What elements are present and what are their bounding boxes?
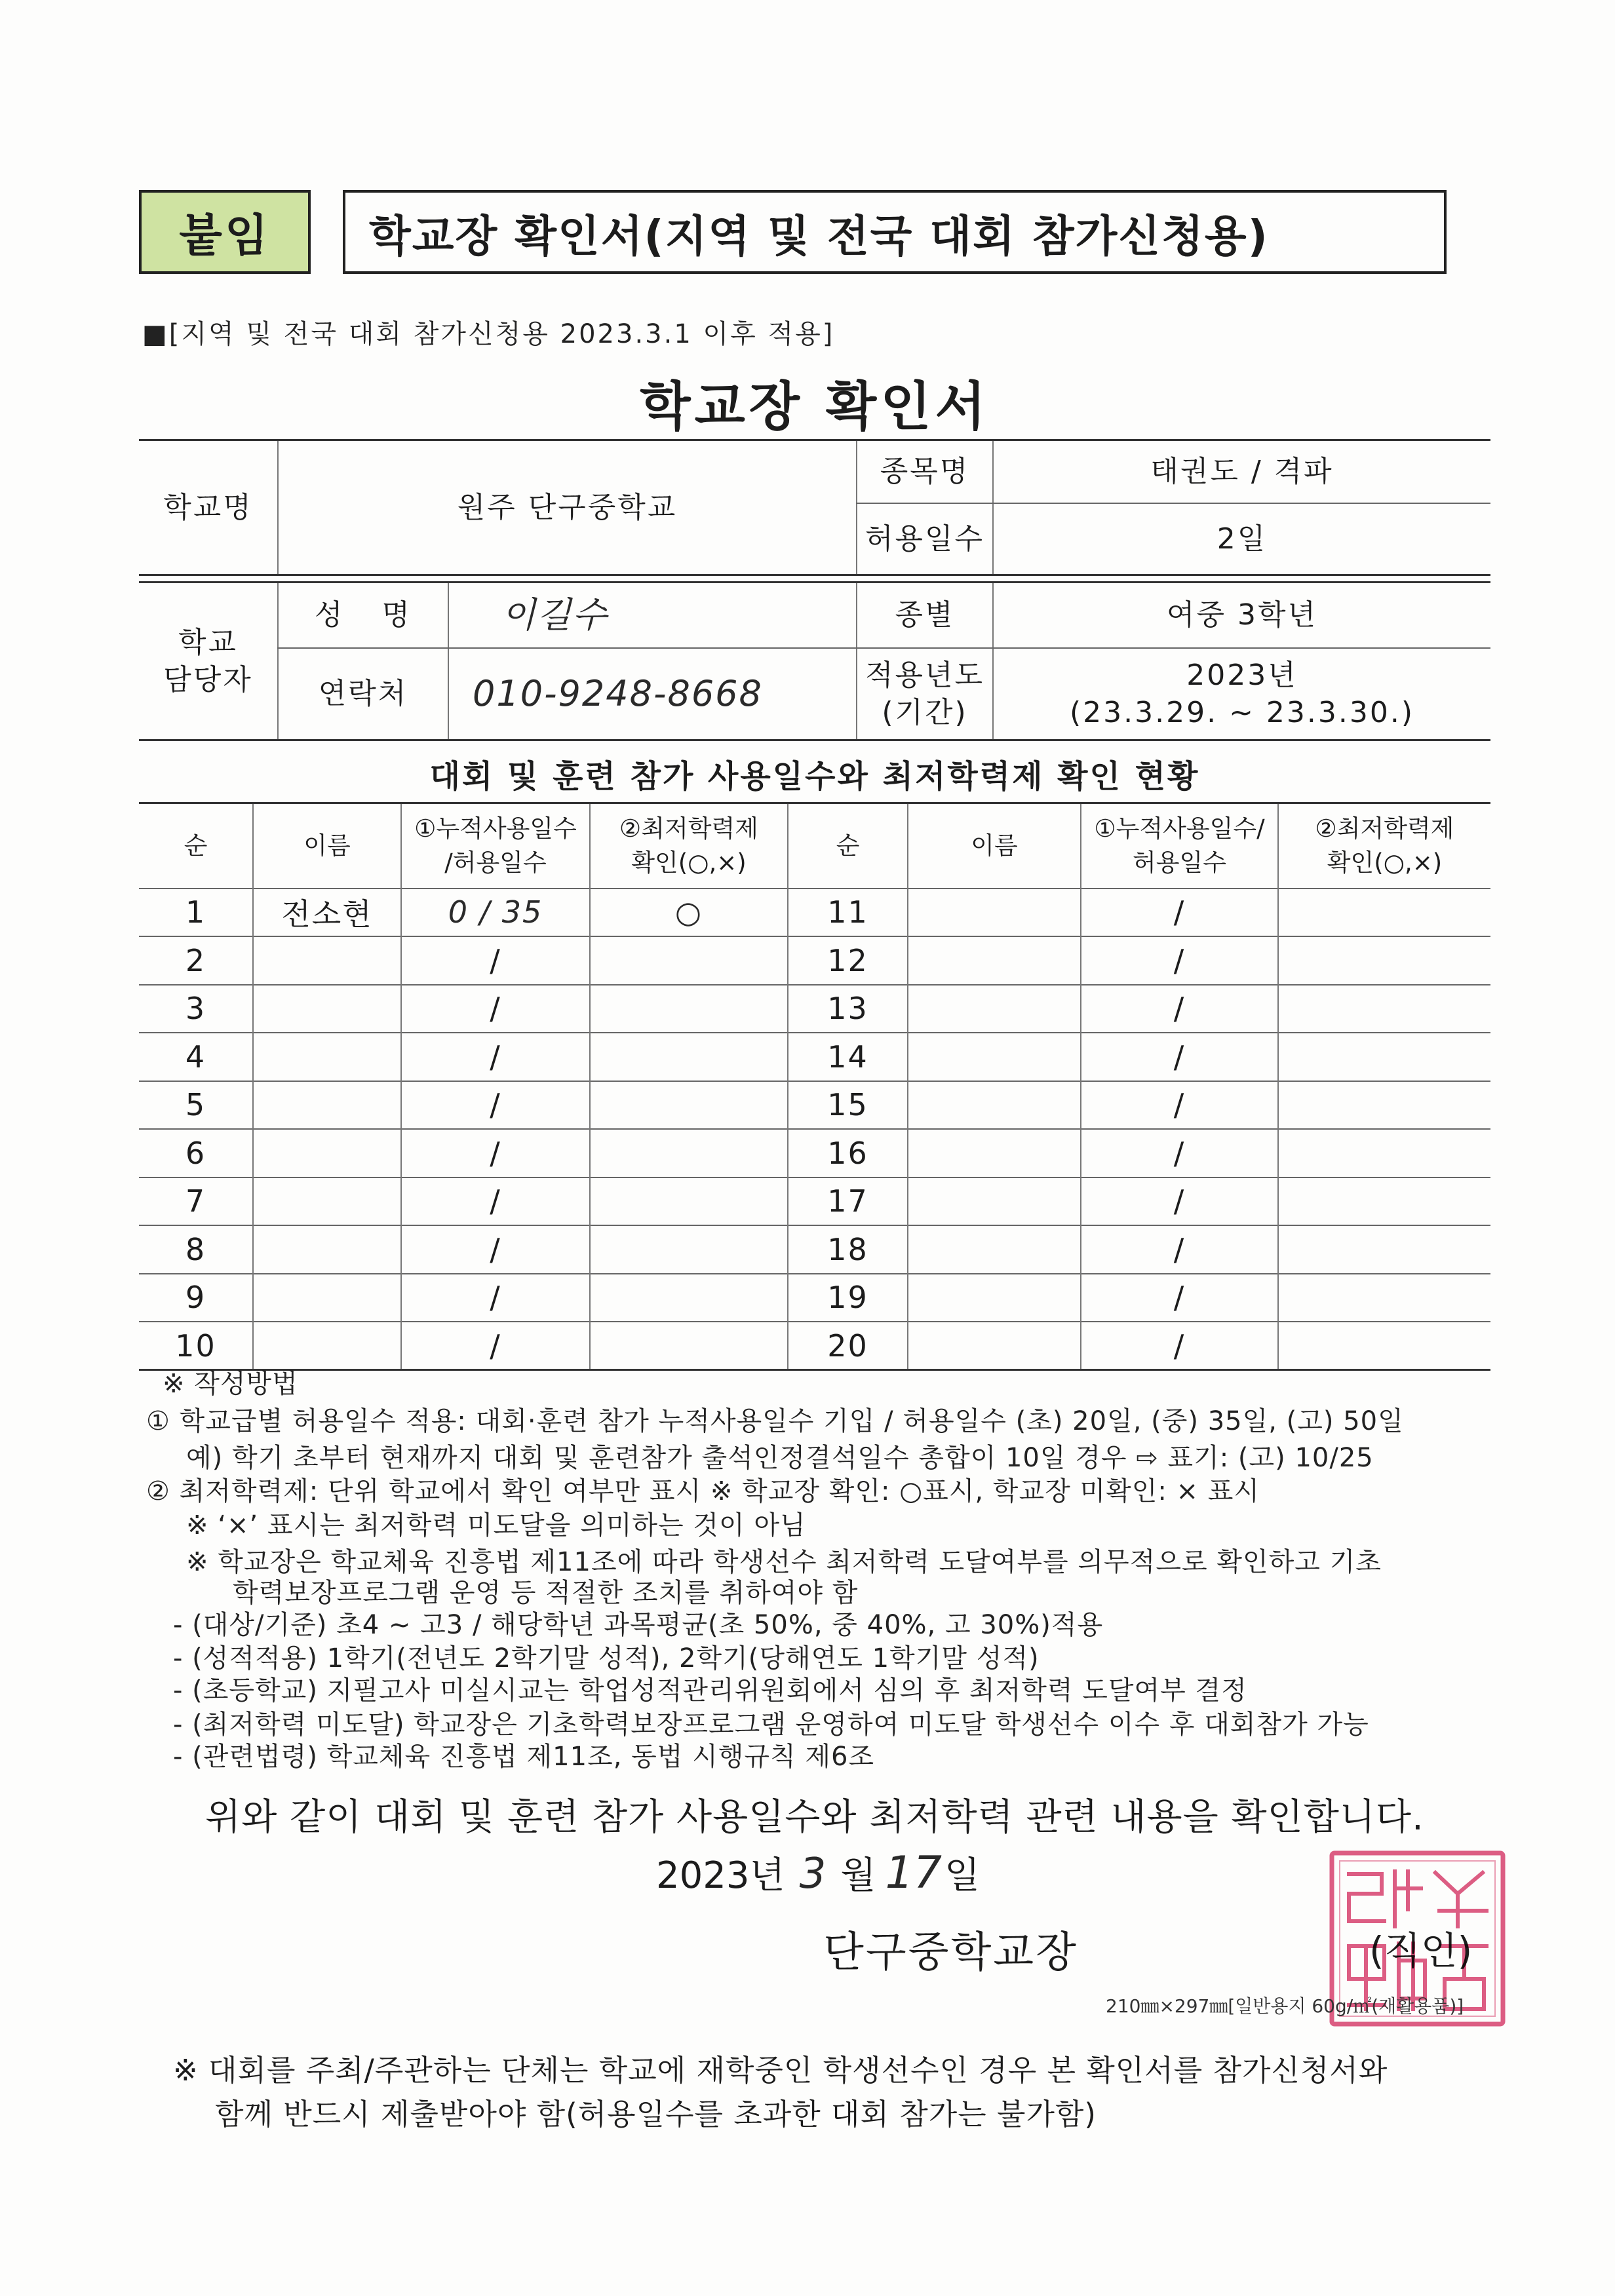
note-line: ② 최저학력제: 단위 학교에서 확인 여부만 표시 ※ 학교장 확인: ○표시, 학교장 미확인: × 표시 [146, 1476, 1260, 1506]
seal-label: (직인) [1369, 1928, 1473, 1973]
cumulative-days: / [1081, 936, 1278, 985]
note-line: - (관련법령) 학교체육 진흥법 제11조, 동법 시행규칙 제6조 [173, 1742, 875, 1772]
row-number: 16 [788, 1129, 908, 1177]
academic-check [590, 1081, 788, 1130]
period-value: 2023년 (23.3.29. ~ 23.3.30.) [993, 648, 1490, 740]
academic-check [1278, 1129, 1490, 1177]
note-line: 예) 학기 초부터 현재까지 대회 및 훈련참가 출석인정결석일수 총합이 10일 경우 ⇨ 표기: (고) 10/25 [186, 1443, 1374, 1473]
status-row [139, 1225, 1490, 1274]
cumulative-days: / [401, 1225, 590, 1274]
academic-check [590, 1225, 788, 1274]
header-no: 순 [788, 803, 908, 889]
date-month: 3 [799, 1850, 827, 1898]
status-row [139, 1177, 1490, 1226]
status-header-row [139, 803, 1490, 889]
status-table [139, 802, 1490, 1371]
row-number: 12 [788, 936, 908, 985]
cumulative-days: / [1081, 1177, 1278, 1226]
academic-check [1278, 936, 1490, 985]
category-label: 종별 [857, 583, 993, 648]
status-row [139, 1274, 1490, 1322]
student-name [253, 1225, 401, 1274]
paper-specification: 210㎜×297㎜[일반용지 60g/㎡(재활용품)] [1106, 1995, 1464, 2017]
school-name-label: 학교명 [163, 490, 253, 524]
student-name [908, 889, 1081, 937]
student-name [908, 1081, 1081, 1130]
student-name [253, 936, 401, 985]
header-days: ①누적사용일수 /허용일수 [401, 803, 590, 889]
row-number: 13 [788, 985, 908, 1033]
row-number: 18 [788, 1225, 908, 1274]
attachment-title: 학교장 확인서(지역 및 전국 대회 참가신청용) [343, 190, 1447, 274]
cumulative-days: / [401, 1081, 590, 1130]
cumulative-days: / [401, 936, 590, 985]
student-name [908, 1177, 1081, 1226]
contact-label: 연락처 [278, 648, 448, 740]
header-name: 이름 [908, 803, 1081, 889]
event-value: 태권도 / 격파 [993, 440, 1490, 503]
note-line: - (초등학교) 지필고사 미실시교는 학업성적관리위원회에서 심의 후 최저학력 도달여부 결정 [173, 1675, 1247, 1706]
row-number: 19 [788, 1274, 908, 1322]
event-label: 종목명 [857, 440, 993, 503]
row-number: 15 [788, 1081, 908, 1130]
allowed-days-label: 허용일수 [857, 503, 993, 575]
principal-title: 단구중학교장 [823, 1928, 1078, 1977]
row-number: 14 [788, 1033, 908, 1081]
academic-check [590, 936, 788, 985]
person-name-label: 성 명 [278, 583, 448, 648]
row-number: 5 [139, 1081, 253, 1130]
header-name: 이름 [253, 803, 401, 889]
row-number: 20 [788, 1322, 908, 1370]
student-name [908, 1322, 1081, 1370]
row-number: 4 [139, 1033, 253, 1081]
cumulative-days: / [1081, 1225, 1278, 1274]
status-row [139, 1081, 1490, 1130]
person-name-value: 이길수 [448, 583, 857, 648]
contact-value: 010-9248-8668 [448, 648, 857, 740]
signature-date [656, 1846, 980, 1899]
row-number: 9 [139, 1274, 253, 1322]
document-title: 학교장 확인서 [640, 376, 990, 437]
cumulative-days: / [401, 1322, 590, 1370]
footer-note-line: 함께 반드시 제출받아야 함(허용일수를 초과한 대회 참가는 불가함) [215, 2097, 1097, 2132]
header-check: ②최저학력제 확인(○,×) [1278, 803, 1490, 889]
academic-check [1278, 1177, 1490, 1226]
academic-check [1278, 1081, 1490, 1130]
period-label: 적용년도 (기간) [857, 648, 993, 740]
manager-info-table [139, 581, 1490, 741]
note-line: ※ 학교장은 학교체육 진흥법 제11조에 따라 학생선수 최저학력 도달여부를 의무적으로 확인하고 기초 [186, 1547, 1382, 1577]
cumulative-days: / [401, 1274, 590, 1322]
student-name [253, 1322, 401, 1370]
header-no: 순 [184, 831, 208, 860]
cumulative-days: / [1081, 889, 1278, 937]
note-line: - (성적적용) 1학기(전년도 2학기말 성적), 2학기(당해연도 1학기말 성적) [173, 1643, 1040, 1674]
status-row [139, 936, 1490, 985]
row-number: 2 [139, 936, 253, 985]
school-info-table [139, 439, 1490, 576]
student-name [253, 1177, 401, 1226]
student-name [908, 985, 1081, 1033]
note-line: - (대상/기준) 초4 ~ 고3 / 해당학년 과목평균(초 50%, 중 40%, 고 30%)적용 [173, 1610, 1104, 1640]
academic-check [1278, 985, 1490, 1033]
cumulative-days: / [401, 1033, 590, 1081]
info-row [139, 440, 1490, 503]
notes-heading: ※ 작성방법 [163, 1369, 298, 1399]
academic-check [590, 1322, 788, 1370]
student-name [908, 1129, 1081, 1177]
header-check: ②최저학력제 확인(○,×) [590, 803, 788, 889]
row-number: 1 [139, 889, 253, 937]
cumulative-days: / [401, 1177, 590, 1226]
academic-check [590, 1177, 788, 1226]
status-row [139, 889, 1490, 937]
school-name-value: 원주 단구중학교 [278, 440, 857, 575]
allowed-days-value: 2일 [993, 503, 1490, 575]
row-number: 3 [139, 985, 253, 1033]
info-row [139, 583, 1490, 648]
academic-check [590, 985, 788, 1033]
student-name [253, 985, 401, 1033]
status-row [139, 985, 1490, 1033]
date-day: 17 [885, 1847, 942, 1899]
academic-check [590, 1129, 788, 1177]
student-name: 전소현 [253, 889, 401, 937]
date-day-unit: 일 [944, 1854, 981, 1897]
info-row [139, 648, 1490, 740]
cumulative-days: 0 / 35 [401, 889, 590, 937]
cumulative-days: / [1081, 1129, 1278, 1177]
row-number: 17 [788, 1177, 908, 1226]
academic-check [590, 1274, 788, 1322]
cumulative-days: / [401, 1129, 590, 1177]
student-name [908, 1033, 1081, 1081]
footer-note-line: ※ 대회를 주최/주관하는 단체는 학교에 재학중인 학생선수인 경우 본 확인서를 참가신청서와 [173, 2053, 1388, 2088]
academic-check [1278, 1225, 1490, 1274]
row-number: 6 [139, 1129, 253, 1177]
academic-check [1278, 889, 1490, 937]
student-name [908, 936, 1081, 985]
row-number: 10 [139, 1322, 253, 1370]
note-line: 학력보장프로그램 운영 등 적절한 조치를 취하여야 함 [233, 1578, 859, 1608]
academic-check [1278, 1322, 1490, 1370]
manager-label: 학교 담당자 [163, 625, 253, 697]
cumulative-days: / [1081, 985, 1278, 1033]
note-line: - (최저학력 미도달) 학교장은 기초학력보장프로그램 운영하여 미도달 학생선수 이수 후 대회참가 가능 [173, 1710, 1369, 1740]
category-value: 여중 3학년 [993, 583, 1490, 648]
attachment-tag: 붙임 [139, 190, 311, 274]
status-row [139, 1129, 1490, 1177]
header-days: ①누적사용일수/ 허용일수 [1081, 803, 1278, 889]
note-line: ① 학교급별 허용일수 적용: 대회·훈련 참가 누적사용일수 기입 / 허용일수 (초) 20일, (중) 35일, (고) 50일 [146, 1406, 1404, 1436]
academic-check: ○ [590, 889, 788, 937]
row-number: 8 [139, 1225, 253, 1274]
row-number: 11 [788, 889, 908, 937]
status-row [139, 1322, 1490, 1370]
date-year: 2023년 [656, 1854, 785, 1897]
cumulative-days: / [1081, 1274, 1278, 1322]
cumulative-days: / [1081, 1322, 1278, 1370]
row-number: 7 [139, 1177, 253, 1226]
status-section-title: 대회 및 훈련 참가 사용일수와 최저학력제 확인 현황 [429, 758, 1200, 795]
student-name [908, 1225, 1081, 1274]
date-month-unit: 월 [840, 1854, 876, 1897]
student-name [253, 1033, 401, 1081]
cumulative-days: / [401, 985, 590, 1033]
student-name [253, 1274, 401, 1322]
cumulative-days: / [1081, 1081, 1278, 1130]
student-name [908, 1274, 1081, 1322]
status-row [139, 1033, 1490, 1081]
academic-check [590, 1033, 788, 1081]
cumulative-days: / [1081, 1033, 1278, 1081]
applicability-notice: ■[지역 및 전국 대회 참가신청용 2023.3.1 이후 적용] [142, 319, 835, 349]
confirmation-statement: 위와 같이 대회 및 훈련 참가 사용일수와 최저학력 관련 내용을 확인합니다. [205, 1796, 1424, 1839]
student-name [253, 1129, 401, 1177]
student-name [253, 1081, 401, 1130]
academic-check [1278, 1274, 1490, 1322]
academic-check [1278, 1033, 1490, 1081]
note-line: ※ ‘×’ 표시는 최저학력 미도달을 의미하는 것이 아님 [186, 1510, 806, 1540]
